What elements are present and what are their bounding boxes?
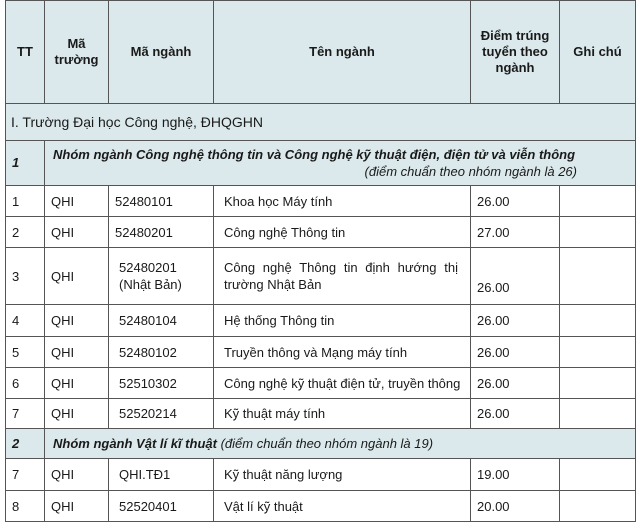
ma-nganh-value: 52480201 — [119, 260, 177, 275]
row-8-ghichu — [559, 458, 636, 491]
ma-truong-value: QHI — [51, 375, 75, 391]
tt-value: 1 — [12, 193, 20, 209]
header-diem — [470, 0, 560, 104]
row-3-diem — [470, 247, 560, 305]
diem-value: 26.00 — [477, 193, 510, 209]
ma-truong-value: QHI — [51, 498, 75, 514]
tt-value: 3 — [12, 268, 20, 284]
diem-value: 26.00 — [477, 344, 510, 360]
section-row — [5, 103, 636, 141]
group-2-title: Nhóm ngành Vật lí kĩ thuật — [53, 436, 217, 451]
tt-value: 5 — [12, 344, 20, 360]
row-8-diem — [470, 458, 560, 491]
ten-nganh-value: Khoa học Máy tính — [224, 193, 333, 209]
header-ma-truong-text: Mã trường — [54, 36, 99, 67]
row-5-ghichu — [559, 336, 636, 368]
ma-nganh-value: 52520401 — [119, 498, 177, 514]
row-4-diem — [470, 304, 560, 337]
row-1-diem — [470, 185, 560, 217]
header-ghi-chu-text: Ghi chú — [573, 44, 622, 59]
group-2-tt: 2 — [12, 436, 20, 451]
row-2-ma — [108, 216, 214, 248]
row-3-tt — [5, 247, 45, 305]
row-6-tt — [5, 367, 45, 399]
group-2-heading — [44, 428, 636, 459]
row-6-ten — [213, 367, 471, 399]
ten-nganh-value: Vật lí kỹ thuật — [224, 498, 303, 514]
tt-value: 7 — [12, 406, 20, 421]
row-8-ten — [213, 458, 471, 491]
row-8-truong — [44, 458, 109, 491]
row-2-ten — [213, 216, 471, 248]
group-1-title: Nhóm ngành Công nghệ thông tin và Công nghệ kỹ thuật điện, điện tử và viễn thông — [53, 147, 576, 162]
ma-truong-value: QHI — [51, 467, 75, 482]
header-ghi-chu — [559, 0, 636, 104]
ten-nganh-value: Hệ thống Thông tin — [224, 313, 335, 328]
row-8-ma — [108, 458, 214, 491]
ma-nganh-value: 52480104 — [119, 313, 177, 328]
ten-nganh-value: Kỹ thuật máy tính — [224, 406, 326, 421]
diem-value: 20.00 — [477, 498, 510, 514]
diem-value: 26.00 — [477, 375, 510, 391]
row-5-ma — [108, 336, 214, 368]
row-7-ghichu — [559, 398, 636, 429]
ma-truong-value: QHI — [51, 268, 75, 284]
header-ten-nganh — [213, 0, 471, 104]
row-9-truong — [44, 490, 109, 522]
section-title: I. Trường Đại học Công nghệ, ĐHQGHN — [11, 114, 263, 130]
group-1-number — [5, 140, 45, 186]
group-1-heading — [44, 140, 636, 186]
header-tt — [5, 0, 45, 104]
tt-value: 8 — [12, 498, 20, 514]
diem-value: 26.00 — [477, 280, 510, 295]
ma-nganh-value: 52480102 — [119, 344, 177, 360]
row-7-ma — [108, 398, 214, 429]
row-2-diem — [470, 216, 560, 248]
diem-value: 27.00 — [477, 224, 510, 240]
tt-value: 2 — [12, 224, 20, 240]
row-4-ma — [108, 304, 214, 337]
row-1-truong — [44, 185, 109, 217]
row-2-truong — [44, 216, 109, 248]
ma-nganh-value: 52520214 — [119, 406, 177, 421]
ma-nganh-value: 52480101 — [115, 193, 173, 209]
row-7-ten — [213, 398, 471, 429]
tt-value: 4 — [12, 313, 20, 328]
row-3-ghichu — [559, 247, 636, 305]
row-7-truong — [44, 398, 109, 429]
ten-nganh-value: Truyền thông và Mạng máy tính — [224, 344, 408, 360]
header-diem-text: Điểm trúng tuyển theo ngành — [480, 28, 550, 75]
row-2-ghichu — [559, 216, 636, 248]
row-3-truong — [44, 247, 109, 305]
row-3-ma — [108, 247, 214, 305]
row-1-ghichu — [559, 185, 636, 217]
ten-nganh-value: Công nghệ Thông tin — [224, 224, 346, 240]
row-5-ten — [213, 336, 471, 368]
ten-nganh-value: Công nghệ kỹ thuật điện tử, truyền thông — [224, 375, 461, 391]
row-4-ghichu — [559, 304, 636, 337]
row-6-diem — [470, 367, 560, 399]
header-ten-nganh-text: Tên ngành — [309, 44, 375, 59]
row-3-ten — [213, 247, 471, 305]
row-5-diem — [470, 336, 560, 368]
ma-truong-value: QHI — [51, 313, 75, 328]
ma-truong-value: QHI — [51, 224, 75, 240]
ma-nganh-value: 52510302 — [119, 375, 177, 391]
header-ma-nganh-text: Mã ngành — [130, 44, 192, 59]
ma-truong-value: QHI — [51, 193, 75, 209]
ma-nganh-value: QHI.TĐ1 — [119, 467, 171, 482]
row-5-tt — [5, 336, 45, 368]
header-ma-truong — [44, 0, 109, 104]
row-4-tt — [5, 304, 45, 337]
row-1-tt — [5, 185, 45, 217]
ten-nganh-value: Công nghệ Thông tin định hướng thị trường Nhật Bản — [224, 260, 458, 292]
tt-value: 6 — [12, 375, 20, 391]
admission-score-table — [5, 0, 636, 530]
row-6-ghichu — [559, 367, 636, 399]
row-9-ten — [213, 490, 471, 522]
row-1-ten — [213, 185, 471, 217]
group-2-note: (điểm chuẩn theo nhóm ngành là 19) — [220, 436, 434, 451]
ten-nganh-value: Kỹ thuật năng lượng — [224, 467, 343, 482]
ma-nganh-note: (Nhật Bản) — [119, 277, 182, 292]
ma-truong-value: QHI — [51, 406, 75, 421]
row-6-ma — [108, 367, 214, 399]
row-7-diem — [470, 398, 560, 429]
row-8-tt — [5, 458, 45, 491]
header-tt-text: TT — [17, 44, 33, 59]
row-1-ma — [108, 185, 214, 217]
ma-nganh-value: 52480201 — [115, 224, 173, 240]
row-6-truong — [44, 367, 109, 399]
row-5-truong — [44, 336, 109, 368]
row-9-ghichu — [559, 490, 636, 522]
diem-value: 19.00 — [477, 467, 510, 482]
row-4-ten — [213, 304, 471, 337]
row-9-ma — [108, 490, 214, 522]
group-1-tt: 1 — [12, 155, 20, 170]
row-7-tt — [5, 398, 45, 429]
row-4-truong — [44, 304, 109, 337]
group-1-note: (điểm chuẩn theo nhóm ngành là 26) — [364, 164, 577, 179]
tt-value: 7 — [12, 467, 20, 482]
row-9-diem — [470, 490, 560, 522]
header-ma-nganh — [108, 0, 214, 104]
diem-value: 26.00 — [477, 313, 510, 328]
ma-truong-value: QHI — [51, 344, 75, 360]
row-9-tt — [5, 490, 45, 522]
group-2-number — [5, 428, 45, 459]
diem-value: 26.00 — [477, 406, 510, 421]
row-2-tt — [5, 216, 45, 248]
